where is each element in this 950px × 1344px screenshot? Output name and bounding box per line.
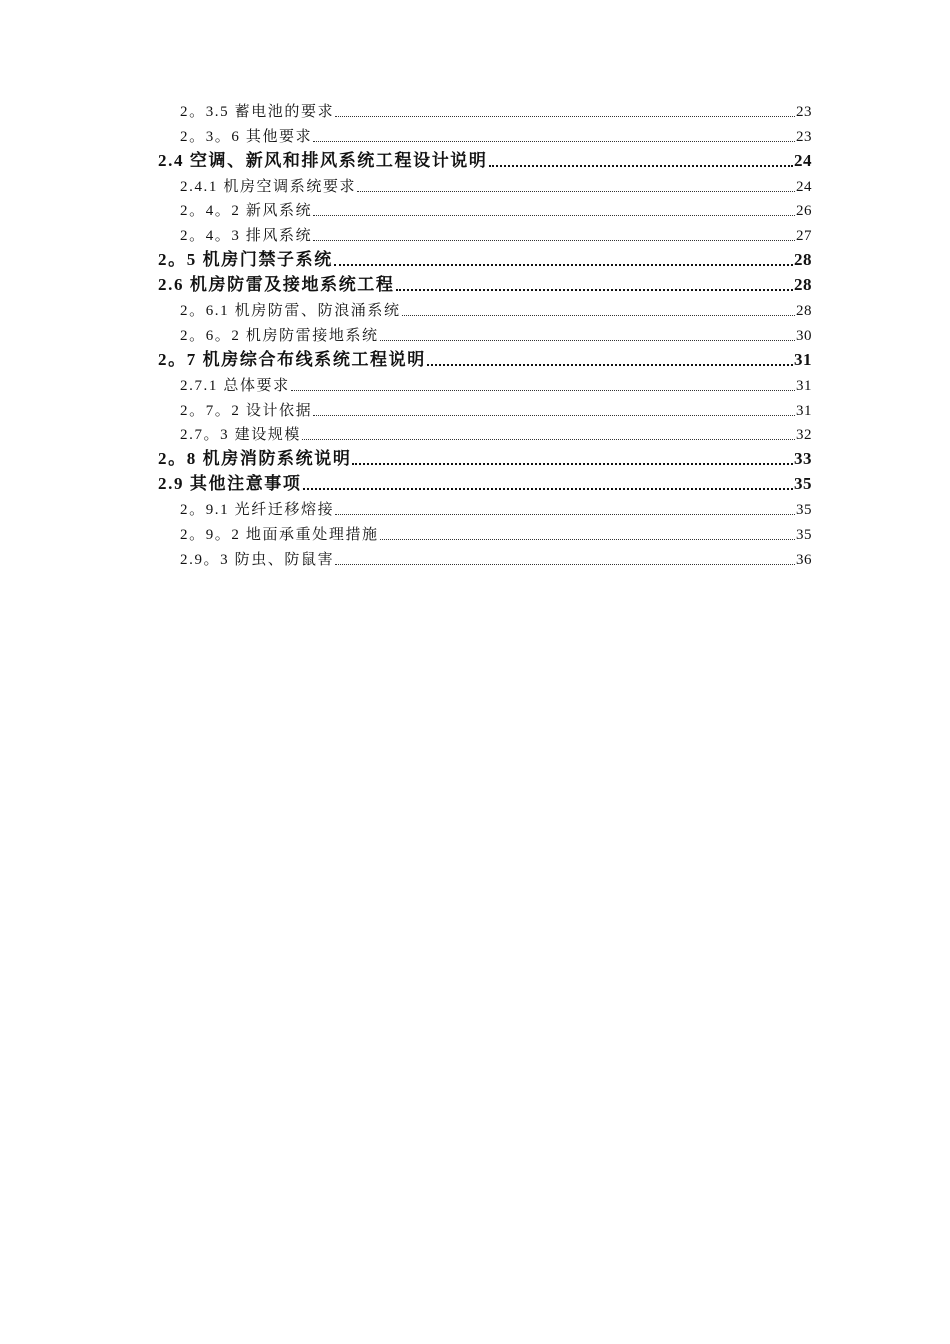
toc-entry-title: 2。7 机房综合布线系统工程说明	[158, 349, 426, 369]
toc-page-number: 31	[796, 377, 812, 394]
toc-entry-title: 2。5 机房门禁子系统	[158, 250, 333, 270]
toc-entry-title: 2.7。3 建设规模	[180, 427, 302, 444]
toc-entry-2-3-5[interactable]	[158, 99, 812, 124]
toc-entry-title: 2.9 其他注意事项	[158, 474, 302, 494]
toc-page-number: 24	[796, 178, 812, 195]
toc-page-number: 35	[796, 527, 812, 544]
toc-entry-title: 2.6 机房防雷及接地系统工程	[158, 275, 395, 295]
toc-dot-leader	[357, 191, 795, 192]
toc-entry-2-9-1[interactable]	[158, 497, 812, 522]
toc-dot-leader	[402, 315, 795, 316]
toc-entry-title: 2。6。2 机房防雷接地系统	[180, 327, 379, 344]
toc-entry-2-9-2[interactable]	[158, 522, 812, 547]
toc-entry-2-9-3[interactable]	[158, 547, 812, 572]
toc-page-number: 32	[796, 427, 812, 444]
toc-entry-title: 2。3。6 其他要求	[180, 128, 313, 145]
toc-entry-title: 2.7.1 总体要求	[180, 377, 290, 394]
toc-dot-leader	[489, 165, 794, 167]
toc-page-number: 31	[794, 349, 812, 369]
toc-page-number: 28	[794, 275, 812, 295]
toc-dot-leader	[313, 215, 795, 216]
toc-entry-2-6-1[interactable]	[158, 298, 812, 323]
toc-entry-title: 2。9.1 光纤迁移熔接	[180, 502, 335, 519]
toc-page-number: 28	[796, 303, 812, 320]
toc-page-number: 31	[796, 402, 812, 419]
toc-dot-leader	[291, 390, 795, 391]
toc-page-number: 30	[796, 327, 812, 344]
toc-entry-title: 2。4。3 排风系统	[180, 228, 313, 245]
toc-dot-leader	[303, 488, 794, 490]
toc-page-number: 35	[796, 502, 812, 519]
toc-page-number: 24	[794, 150, 812, 170]
toc-dot-leader	[334, 264, 793, 266]
toc-page-number: 28	[794, 250, 812, 270]
toc-entry-2-4-1[interactable]	[158, 174, 812, 199]
toc-dot-leader	[313, 415, 795, 416]
toc-dot-leader	[335, 564, 795, 565]
toc-dot-leader	[335, 514, 795, 515]
toc-dot-leader	[302, 439, 795, 440]
toc-entry-2-4[interactable]	[158, 149, 812, 174]
toc-entry-2-4-2[interactable]	[158, 199, 812, 224]
toc-entry-2-7-2[interactable]	[158, 398, 812, 423]
toc-entry-title: 2。9。2 地面承重处理措施	[180, 527, 379, 544]
toc-dot-leader	[396, 289, 794, 291]
toc-entry-title: 2。7。2 设计依据	[180, 402, 313, 419]
toc-dot-leader	[335, 116, 795, 117]
toc-dot-leader	[313, 141, 795, 142]
toc-entry-title: 2。4。2 新风系统	[180, 203, 313, 220]
table-of-contents	[158, 99, 812, 572]
toc-page-number: 23	[796, 103, 812, 120]
toc-dot-leader	[352, 463, 793, 465]
toc-entry-title: 2.9。3 防虫、防鼠害	[180, 551, 335, 568]
toc-entry-2-7-1[interactable]	[158, 373, 812, 398]
toc-dot-leader	[380, 340, 795, 341]
toc-page-number: 23	[796, 128, 812, 145]
toc-entry-2-7[interactable]	[158, 348, 812, 373]
toc-entry-title: 2.4.1 机房空调系统要求	[180, 178, 357, 195]
toc-dot-leader	[313, 240, 795, 241]
toc-page-number: 27	[796, 228, 812, 245]
toc-entry-2-6[interactable]	[158, 273, 812, 298]
toc-entry-title: 2.4 空调、新风和排风系统工程设计说明	[158, 150, 488, 170]
toc-page-number: 33	[794, 449, 812, 469]
toc-entry-2-9[interactable]	[158, 472, 812, 497]
toc-entry-title: 2。8 机房消防系统说明	[158, 449, 352, 469]
toc-page-number: 35	[794, 474, 812, 494]
toc-entry-title: 2。6.1 机房防雷、防浪涌系统	[180, 303, 401, 320]
toc-dot-leader	[380, 539, 795, 540]
toc-dot-leader	[427, 364, 793, 366]
toc-page-number: 26	[796, 203, 812, 220]
toc-entry-title: 2。3.5 蓄电池的要求	[180, 103, 335, 120]
toc-page-number: 36	[796, 551, 812, 568]
